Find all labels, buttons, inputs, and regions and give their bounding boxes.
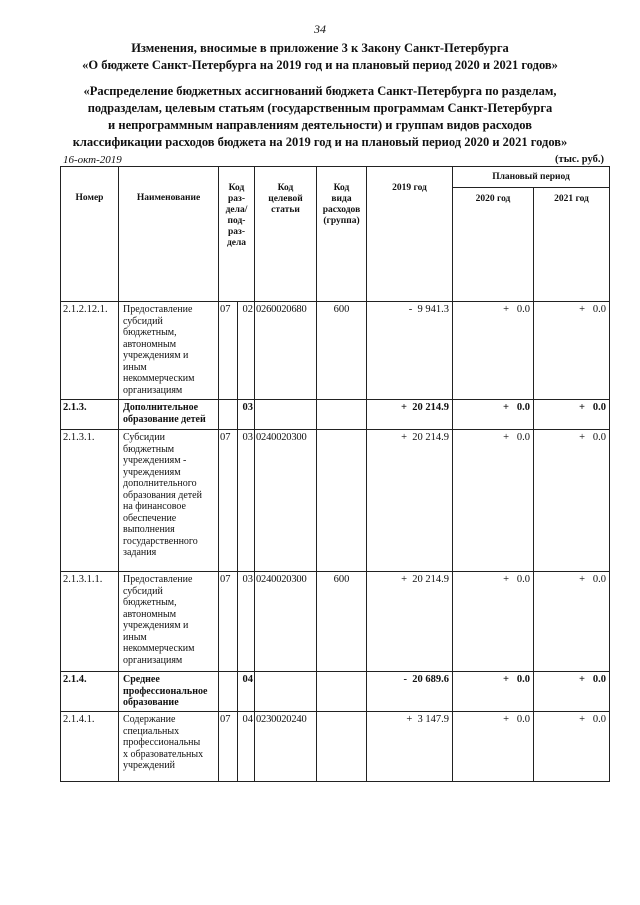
row-number: 2.1.3. <box>61 400 119 430</box>
header-text: дела/ <box>225 205 248 215</box>
row-name-line: автономным <box>123 608 177 620</box>
row-name-line: учреждений <box>123 760 175 771</box>
row-name-line: профессиональное <box>123 685 208 697</box>
header-text: целевой <box>268 194 303 204</box>
row-number: 2.1.4.1. <box>61 712 119 782</box>
row-razdel <box>219 400 238 430</box>
title-line: Изменения, вносимые в приложение 3 к Закону Санкт-Петербурга <box>131 41 509 55</box>
row-name-line: учреждениям и <box>123 620 189 631</box>
page-number: 34 <box>314 22 326 36</box>
row-csr: 0230020240 <box>255 712 317 782</box>
row-name-line: задания <box>123 547 157 558</box>
row-name-line: организациям <box>123 654 183 666</box>
row-number: 2.1.3.1. <box>61 430 119 572</box>
row-value-2020: + 0.0 <box>453 672 534 712</box>
header-text: под- <box>227 216 246 226</box>
header-text: статьи <box>271 205 300 215</box>
row-name-line: специальных <box>123 725 180 737</box>
row-value-2021: + 0.0 <box>534 712 610 782</box>
row-name <box>119 672 219 712</box>
row-name <box>119 430 219 572</box>
document-subtitle <box>40 83 600 151</box>
subtitle-line: и непрограммным направлениям деятельности) и группам видов расходов <box>108 118 532 132</box>
row-value-2021: + 0.0 <box>534 572 610 672</box>
row-value-2021: + 0.0 <box>534 302 610 400</box>
header-2021: 2021 год <box>534 188 610 302</box>
row-number: 2.1.2.12.1. <box>61 302 119 400</box>
row-name-line: учреждениям и <box>123 350 189 361</box>
row-vr <box>317 672 367 712</box>
row-value-2021: + 0.0 <box>534 430 610 572</box>
row-value-2020: + 0.0 <box>453 302 534 400</box>
row-podrazdel: 03 <box>238 400 255 430</box>
row-value-2019: + 20 214.9 <box>367 400 453 430</box>
row-value-2020: + 0.0 <box>453 400 534 430</box>
row-value-2021: + 0.0 <box>534 672 610 712</box>
row-podrazdel: 04 <box>238 672 255 712</box>
table-row <box>61 572 610 672</box>
row-vr <box>317 430 367 572</box>
row-csr: 0260020680 <box>255 302 317 400</box>
row-name-line: иным <box>123 631 147 643</box>
row-name-line: некоммерческим <box>123 643 195 654</box>
row-name-line: иным <box>123 361 147 373</box>
row-name <box>119 400 219 430</box>
table-row <box>61 302 610 400</box>
row-name-line: образования детей <box>123 489 202 501</box>
row-vr <box>317 712 367 782</box>
row-name-line: дополнительного <box>123 478 197 489</box>
row-name-line: выполнения <box>123 524 175 535</box>
row-name <box>119 302 219 400</box>
row-number: 2.1.3.1.1. <box>61 572 119 672</box>
row-razdel: 07 <box>219 430 238 572</box>
row-name-line: образование детей <box>123 413 206 425</box>
row-name-line: Дополнительное <box>123 402 199 413</box>
budget-table <box>60 166 610 782</box>
header-text: (группа) <box>323 216 360 226</box>
row-vr <box>317 400 367 430</box>
row-name-line: субсидий <box>123 585 163 597</box>
header-plan-period: Плановый период <box>453 167 610 188</box>
row-name <box>119 712 219 782</box>
header-text: расходов <box>322 205 361 215</box>
header-vr <box>317 167 367 302</box>
row-podrazdel: 04 <box>238 712 255 782</box>
row-name-line: Предоставление <box>123 574 193 585</box>
row-csr: 0240020300 <box>255 430 317 572</box>
table-row <box>61 672 610 712</box>
row-vr: 600 <box>317 572 367 672</box>
row-name-line: субсидий <box>123 315 163 327</box>
row-name-line: Содержание <box>123 714 176 725</box>
row-name-line: бюджетным, <box>123 597 177 608</box>
header-row <box>61 167 610 188</box>
subtitle-line: классификации расходов бюджета на 2019 год и на плановый период 2020 и 2021 годов» <box>72 135 568 149</box>
header-csr <box>255 167 317 302</box>
row-name-line: Предоставление <box>123 304 193 315</box>
row-name-line: бюджетным, <box>123 327 177 338</box>
row-number: 2.1.4. <box>61 672 119 712</box>
row-value-2019: + 20 214.9 <box>367 572 453 672</box>
subtitle-line: «Распределение бюджетных ассигнований бюджета Санкт-Петербурга по разделам, <box>83 84 557 98</box>
row-podrazdel: 03 <box>238 572 255 672</box>
row-name-line: автономным <box>123 338 177 350</box>
row-csr <box>255 400 317 430</box>
row-name-line: некоммерческим <box>123 373 195 384</box>
row-name-line: обеспечение <box>123 512 177 524</box>
header-text: раз- <box>227 227 245 237</box>
table-body <box>61 302 610 782</box>
row-podrazdel: 02 <box>238 302 255 400</box>
table-row <box>61 430 610 572</box>
row-value-2020: + 0.0 <box>453 430 534 572</box>
header-2020: 2020 год <box>453 188 534 302</box>
header-name: Наименование <box>119 167 219 302</box>
row-name-line: Субсидии <box>123 432 165 443</box>
units-label: (тыс. руб.) <box>555 154 604 165</box>
row-razdel: 07 <box>219 572 238 672</box>
row-razdel: 07 <box>219 302 238 400</box>
row-name-line: на финансовое <box>123 501 186 512</box>
header-2019: 2019 год <box>367 167 453 302</box>
header-text: Код <box>333 183 350 193</box>
row-vr: 600 <box>317 302 367 400</box>
header-text: Код <box>228 183 245 193</box>
row-name-line: организациям <box>123 384 183 396</box>
header-text: Код <box>277 183 294 193</box>
row-csr: 0240020300 <box>255 572 317 672</box>
document-date: 16-окт-2019 <box>63 154 122 166</box>
row-name-line: профессиональны <box>123 737 201 748</box>
row-name-line: учреждениям - <box>123 455 187 466</box>
table-row <box>61 400 610 430</box>
row-name-line: учреждениям <box>123 466 181 478</box>
row-value-2019: + 3 147.9 <box>367 712 453 782</box>
row-name-line: Среднее <box>123 674 160 685</box>
row-value-2021: + 0.0 <box>534 400 610 430</box>
row-value-2020: + 0.0 <box>453 572 534 672</box>
header-razdel <box>219 167 255 302</box>
title-line: «О бюджете Санкт-Петербурга на 2019 год и на плановый период 2020 и 2021 годов» <box>82 58 558 72</box>
header-text: вида <box>331 194 352 204</box>
header-text: дела <box>226 238 247 248</box>
row-value-2019: - 9 941.3 <box>367 302 453 400</box>
table-row <box>61 712 610 782</box>
row-razdel: 07 <box>219 712 238 782</box>
header-number: Номер <box>61 167 119 302</box>
row-podrazdel: 03 <box>238 430 255 572</box>
document-title <box>40 40 600 74</box>
row-name-line: образование <box>123 697 179 708</box>
subtitle-line: подразделам, целевым статьям (государственным программам Санкт-Петербурга <box>87 101 553 115</box>
row-value-2019: + 20 214.9 <box>367 430 453 572</box>
header-text: раз- <box>227 194 245 204</box>
row-name-line: бюджетным <box>123 443 175 455</box>
row-razdel <box>219 672 238 712</box>
row-name-line: государственного <box>123 535 198 547</box>
row-value-2020: + 0.0 <box>453 712 534 782</box>
row-csr <box>255 672 317 712</box>
row-value-2019: - 20 689.6 <box>367 672 453 712</box>
row-name-line: х образовательных <box>123 748 204 760</box>
row-name <box>119 572 219 672</box>
